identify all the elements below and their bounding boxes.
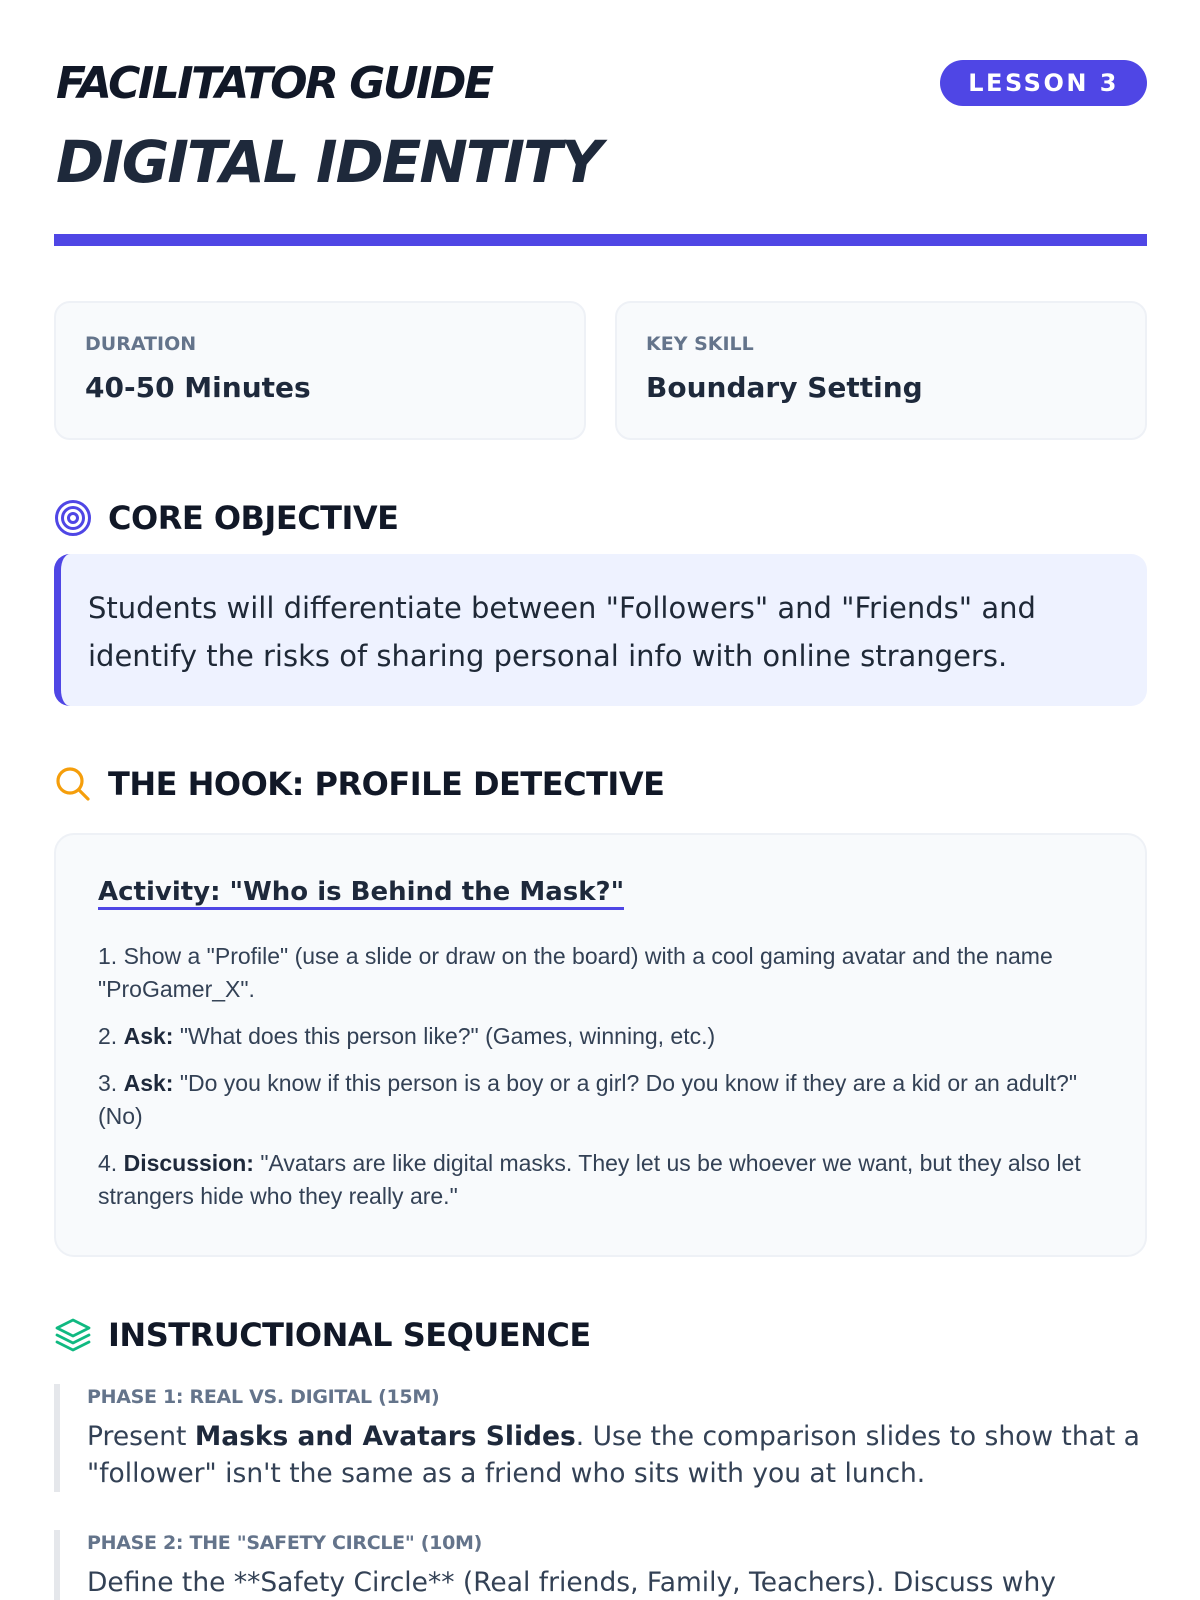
step-number: 1. [98,943,118,969]
guide-eyebrow: FACILITATOR GUIDE [56,58,492,109]
duration-card [54,301,586,440]
page-title: DIGITAL IDENTITY [56,128,601,196]
phase-text: . Use the comparison slides to show that a "follower" isn't the same as a friend who sits with you at lunch. [87,1421,1140,1489]
phase-list [54,1384,1147,1600]
objective-callout [54,554,1147,706]
duration-value: 40-50 Minutes [85,371,311,404]
hook-heading [54,762,664,806]
phase-body [87,1564,1147,1600]
meta-row [54,301,1147,440]
key-skill-card [615,301,1147,440]
step-number: 2. [98,1023,118,1049]
layers-icon [54,1316,92,1354]
activity-step [98,1147,1103,1213]
objective-text: Students will differentiate between "Followers" and "Friends" and identify the risks of sharing personal info with online strangers. [88,591,1036,673]
phase-text: Define the **Safety Circle** (Real friends, Family, Teachers). Discuss why [87,1567,1056,1598]
activity-step [98,1067,1103,1133]
activity-step [98,1020,1103,1053]
facilitator-guide-page [54,0,1147,1598]
hook-title: THE HOOK: PROFILE DETECTIVE [108,765,665,803]
step-text: Show a "Profile" (use a slide or draw on the board) with a cool gaming avatar and the name "ProGamer_X". [98,943,1053,1002]
step-number: 3. [98,1070,118,1096]
page-header [54,0,1147,246]
search-icon [54,765,92,803]
step-lead: Ask: [123,1023,174,1049]
key-skill-value: Boundary Setting [646,371,923,404]
hook-activity-card [54,833,1147,1257]
core-objective-title: CORE OBJECTIVE [108,499,399,537]
target-icon [54,499,92,537]
core-objective-heading [54,496,399,540]
header-divider [54,234,1147,246]
phase-label: PHASE 1: REAL VS. DIGITAL (15M) [87,1386,440,1408]
lesson-badge: LESSON 3 [940,60,1147,106]
phase-body [87,1418,1147,1492]
activity-steps [98,940,1103,1213]
step-number: 4. [98,1150,118,1176]
instructional-sequence-heading [54,1313,591,1357]
activity-title: Activity: "Who is Behind the Mask?" [98,877,624,910]
step-text: "Do you know if this person is a boy or a girl? Do you know if they are a kid or an adult?" (No) [98,1070,1078,1129]
phase-item [54,1530,1147,1600]
instructional-sequence-title: INSTRUCTIONAL SEQUENCE [108,1316,591,1354]
step-text: "Avatars are like digital masks. They let us be whoever we want, but they also let strangers hide who they really are." [98,1150,1081,1209]
step-lead: Discussion: [123,1150,254,1176]
phase-text: Present [87,1421,195,1452]
activity-step [98,940,1103,1006]
phase-bold-text: Masks and Avatars Slides [194,1421,576,1452]
phase-label: PHASE 2: THE "SAFETY CIRCLE" (10M) [87,1532,482,1554]
duration-label: DURATION [85,333,197,355]
key-skill-label: KEY SKILL [646,333,754,355]
step-text: "What does this person like?" (Games, winning, etc.) [179,1023,716,1049]
step-lead: Ask: [123,1070,174,1096]
phase-item [54,1384,1147,1492]
